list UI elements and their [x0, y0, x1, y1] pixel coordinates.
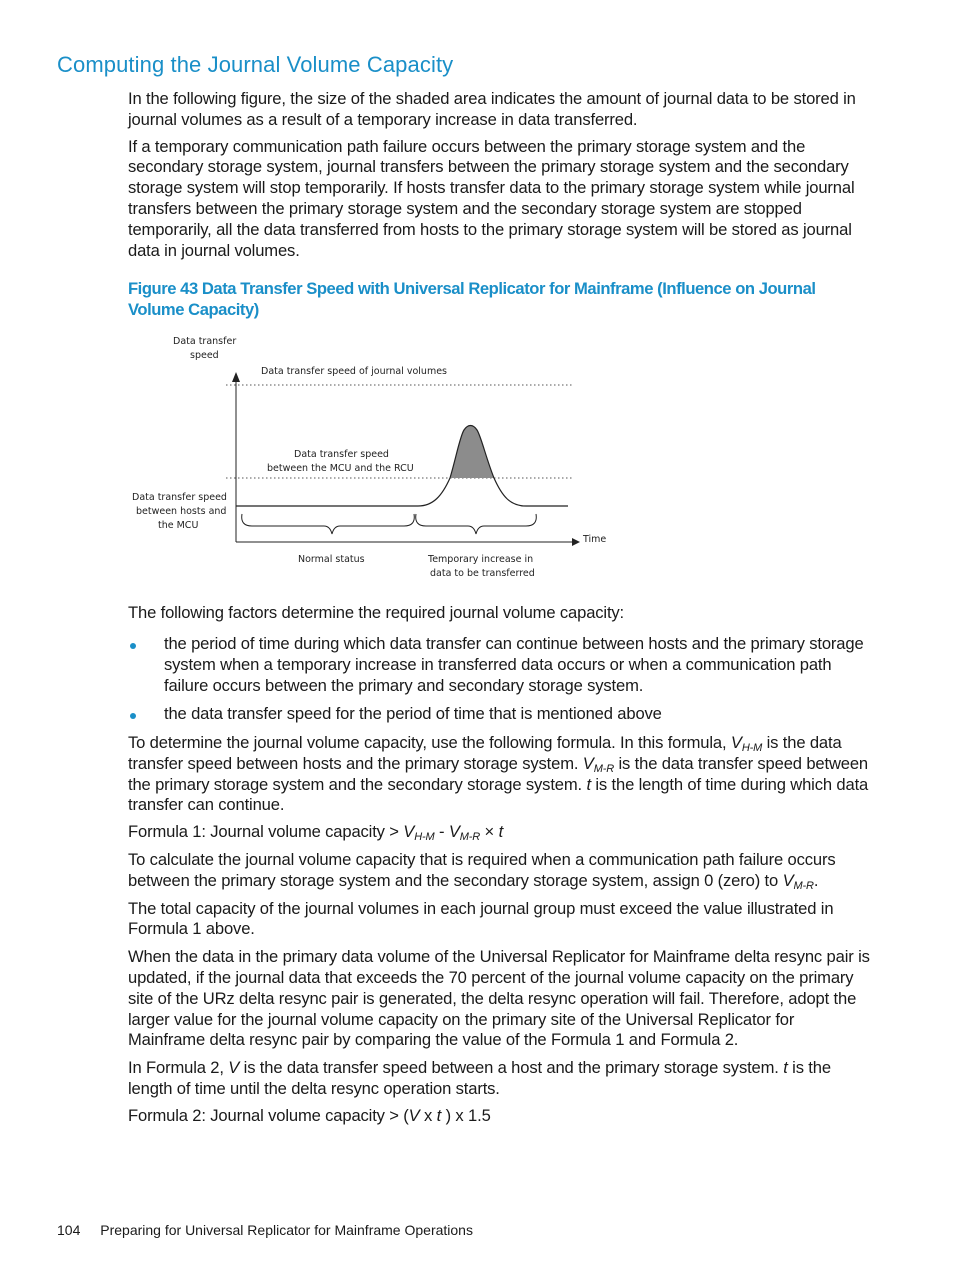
host-mcu-label-line2: between hosts and [136, 506, 227, 517]
formula-2: Formula 2: Journal volume capacity > (V x t ) x 1.5 [128, 1105, 491, 1125]
factors-intro: The following factors determine the required journal volume capacity: [128, 603, 625, 622]
formula-block [128, 733, 873, 1127]
formula-1: Formula 1: Journal volume capacity > $V_{H-M} - V_{M-R} \times t$ [128, 822, 504, 844]
bullet-icon [130, 713, 136, 719]
journal-speed-label: Data transfer speed of journal volumes [261, 366, 447, 377]
temporary-increase-label-line2: data to be transferred [430, 568, 535, 579]
normal-status-label: Normal status [298, 554, 365, 565]
list-item [128, 704, 873, 725]
list-item [128, 634, 873, 696]
paragraph-intro: In the following figure, the size of the shaded area indicates the amount of journal data to be stored in journal volumes as a result of a temporary increase in data transferred. [128, 89, 856, 129]
running-title: Preparing for Universal Replicator for Mainframe Operations [100, 1222, 473, 1238]
factors-list [128, 634, 873, 725]
y-axis-label-line2: speed [190, 350, 219, 361]
temporary-increase-brace [416, 514, 537, 534]
y-axis-label-line1: Data transfer [173, 336, 237, 347]
x-axis-arrowhead [572, 538, 580, 546]
factors-block [128, 603, 873, 624]
intro-block [128, 89, 873, 321]
host-mcu-label-line3: the MCU [158, 520, 199, 531]
list-item-text: the period of time during which data transfer can continue between hosts and the primary storage system when a temporary increase in transferred data occurs or when a communication path failure occurs between the primary and secondary storage system. [164, 634, 864, 695]
normal-status-brace [242, 514, 415, 534]
page-footer [57, 1222, 473, 1238]
section-heading: Computing the Journal Volume Capacity [57, 52, 454, 77]
mcu-rcu-label-line1: Data transfer speed [294, 449, 389, 460]
figure-caption: Figure 43 Data Transfer Speed with Universal Replicator for Mainframe (Influence on Journal Volume Capacity) [128, 279, 816, 320]
mcu-rcu-label-line2: between the MCU and the RCU [267, 463, 414, 474]
paragraph-formula-2-intro: In Formula 2, V is the data transfer speed between a host and the primary storage system. t is the length of time until the delta resync operation starts. [128, 1058, 831, 1098]
paragraph-delta-resync: When the data in the primary data volume of the Universal Replicator for Mainframe delta resync pair is updated, if the journal data that exceeds the 70 percent of the journal volume capacity on the primary site of the URz delta resync pair is generated, the delta resync operation will fail. Therefore, adopt the larger value for the journal volume capacity on the primary site of the Universal Replicator for Mainframe delta resync pair by comparing the value of the Formula 1 and Formula 2. [128, 947, 870, 1050]
journal-capacity-figure [128, 330, 608, 580]
host-mcu-label-line1: Data transfer speed [132, 492, 227, 503]
time-label: Time [583, 534, 607, 545]
paragraph-formula-intro: To determine the journal volume capacity, use the following formula. In this formula, $V_{H-M}$ is the data transfer speed between hosts and the primary storage system. $V_{M-R}$ is the data transfer speed between the primary storage system and the secondary storage system. t is the length of time during which data transfer can continue. [128, 733, 869, 815]
paragraph-total-capacity: The total capacity of the journal volumes in each journal group must exceed the value illustrated in Formula 1 above. [128, 898, 834, 939]
bullet-icon [130, 643, 136, 649]
list-item-text: the data transfer speed for the period of time that is mentioned above [164, 704, 662, 724]
y-axis-arrowhead [232, 372, 240, 382]
temporary-increase-label-line1: Temporary increase in [428, 554, 534, 565]
paragraph-calc: To calculate the journal volume capacity that is required when a communication path failure occurs between the primary storage system and the secondary storage system, assign 0 (zero) to $V_{M-R}$. [128, 849, 836, 892]
page-number: 104 [57, 1222, 81, 1238]
paragraph-path-failure: If a temporary communication path failure occurs between the primary storage system and the secondary storage system, journal transfers between the primary storage system and the secondary storage system will stop temporarily. If hosts transfer data to the primary storage system while journal transfers between the primary storage system and the secondary storage system are stopped temporarily, all the data transferred from hosts to the primary storage system will be stored as journal data in journal volumes. [128, 136, 855, 260]
